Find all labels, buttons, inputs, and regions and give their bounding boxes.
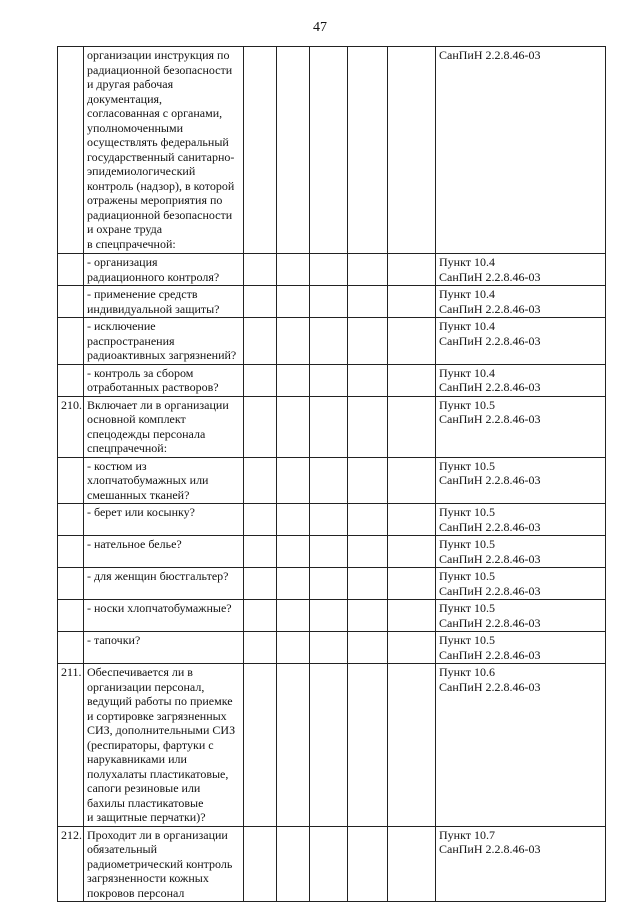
answer-cell <box>244 364 277 396</box>
answer-cell <box>388 568 436 600</box>
item-number <box>58 632 84 664</box>
answer-cell <box>348 664 388 827</box>
answer-cell <box>310 504 348 536</box>
item-number <box>58 47 84 254</box>
answer-cell <box>277 664 310 827</box>
answer-cell <box>388 364 436 396</box>
question-text: - контроль за сбором отработанных растворов? <box>84 364 244 396</box>
answer-cell <box>348 568 388 600</box>
question-text: - берет или косынку? <box>84 504 244 536</box>
answer-cell <box>310 254 348 286</box>
answer-cell <box>244 457 277 504</box>
item-number: 211. <box>58 664 84 827</box>
checklist-table <box>57 46 606 902</box>
table-row <box>58 664 606 827</box>
answer-cell <box>244 664 277 827</box>
answer-cell <box>348 254 388 286</box>
answer-cell <box>310 457 348 504</box>
answer-cell <box>310 364 348 396</box>
answer-cell <box>277 254 310 286</box>
answer-cell <box>348 632 388 664</box>
answer-cell <box>244 396 277 457</box>
regulation-reference: Пункт 10.5 СанПиН 2.2.8.46-03 <box>436 457 606 504</box>
answer-cell <box>348 600 388 632</box>
answer-cell <box>348 47 388 254</box>
table-row <box>58 632 606 664</box>
item-number <box>58 364 84 396</box>
regulation-reference: Пункт 10.5 СанПиН 2.2.8.46-03 <box>436 632 606 664</box>
answer-cell <box>310 47 348 254</box>
answer-cell <box>277 600 310 632</box>
answer-cell <box>277 568 310 600</box>
answer-cell <box>388 632 436 664</box>
question-text: - нательное белье? <box>84 536 244 568</box>
question-text: Обеспечивается ли в организации персонал, ведущий работы по приемке и сортировке загрязненных СИЗ, дополнительными СИЗ (респираторы, фартуки с нарукавниками или полухалаты пластикатовые, сапоги резиновые или бахилы пластикатовые и защитные перчатки)? <box>84 664 244 827</box>
answer-cell <box>310 568 348 600</box>
table-row <box>58 318 606 365</box>
answer-cell <box>277 826 310 902</box>
answer-cell <box>388 254 436 286</box>
regulation-reference: Пункт 10.4 СанПиН 2.2.8.46-03 <box>436 286 606 318</box>
answer-cell <box>348 457 388 504</box>
question-text: - исключение распространения радиоактивных загрязнений? <box>84 318 244 365</box>
table-row <box>58 568 606 600</box>
regulation-reference: Пункт 10.5 СанПиН 2.2.8.46-03 <box>436 504 606 536</box>
answer-cell <box>348 364 388 396</box>
answer-cell <box>388 318 436 365</box>
item-number <box>58 254 84 286</box>
question-text: - тапочки? <box>84 632 244 664</box>
answer-cell <box>277 396 310 457</box>
answer-cell <box>310 826 348 902</box>
answer-cell <box>348 504 388 536</box>
question-text: организации инструкция по радиационной безопасности и другая рабочая документация, согласованная с органами, уполномоченными осуществлять федеральный государственный санитарно- эпидемиологический контроль (надзор), в которой отражены мероприятия по радиационной безопасности и охране труда в спецпрачечной: <box>84 47 244 254</box>
table-row <box>58 600 606 632</box>
regulation-reference: СанПиН 2.2.8.46-03 <box>436 47 606 254</box>
question-text: - костюм из хлопчатобумажных или смешанных тканей? <box>84 457 244 504</box>
item-number <box>58 536 84 568</box>
answer-cell <box>388 536 436 568</box>
answer-cell <box>388 664 436 827</box>
item-number <box>58 568 84 600</box>
answer-cell <box>244 504 277 536</box>
table-row <box>58 254 606 286</box>
answer-cell <box>277 318 310 365</box>
answer-cell <box>244 47 277 254</box>
question-text: - носки хлопчатобумажные? <box>84 600 244 632</box>
item-number: 210. <box>58 396 84 457</box>
regulation-reference: Пункт 10.5 СанПиН 2.2.8.46-03 <box>436 536 606 568</box>
answer-cell <box>244 318 277 365</box>
answer-cell <box>310 600 348 632</box>
answer-cell <box>310 632 348 664</box>
table-row <box>58 396 606 457</box>
table-row <box>58 47 606 254</box>
item-number <box>58 504 84 536</box>
page-number: 47 <box>313 20 327 35</box>
answer-cell <box>348 536 388 568</box>
answer-cell <box>244 536 277 568</box>
answer-cell <box>244 568 277 600</box>
question-text: - применение средств индивидуальной защиты? <box>84 286 244 318</box>
item-number <box>58 457 84 504</box>
item-number <box>58 286 84 318</box>
item-number <box>58 318 84 365</box>
question-text: - для женщин бюстгальтер? <box>84 568 244 600</box>
answer-cell <box>388 396 436 457</box>
answer-cell <box>348 396 388 457</box>
regulation-reference: Пункт 10.5 СанПиН 2.2.8.46-03 <box>436 396 606 457</box>
regulation-reference: Пункт 10.7 СанПиН 2.2.8.46-03 <box>436 826 606 902</box>
regulation-reference: Пункт 10.5 СанПиН 2.2.8.46-03 <box>436 568 606 600</box>
regulation-reference: Пункт 10.4 СанПиН 2.2.8.46-03 <box>436 364 606 396</box>
answer-cell <box>348 826 388 902</box>
answer-cell <box>388 504 436 536</box>
answer-cell <box>277 364 310 396</box>
answer-cell <box>388 600 436 632</box>
question-text: Проходит ли в организации обязательный радиометрический контроль загрязненности кожных покровов персонал <box>84 826 244 902</box>
answer-cell <box>277 504 310 536</box>
regulation-reference: Пункт 10.6 СанПиН 2.2.8.46-03 <box>436 664 606 827</box>
answer-cell <box>310 318 348 365</box>
question-text: Включает ли в организации основной комплект спецодежды персонала спецпрачечной: <box>84 396 244 457</box>
answer-cell <box>348 286 388 318</box>
answer-cell <box>277 632 310 664</box>
regulation-reference: Пункт 10.4 СанПиН 2.2.8.46-03 <box>436 254 606 286</box>
table-row <box>58 536 606 568</box>
answer-cell <box>388 826 436 902</box>
answer-cell <box>277 536 310 568</box>
answer-cell <box>244 254 277 286</box>
answer-cell <box>244 632 277 664</box>
item-number <box>58 600 84 632</box>
regulation-reference: Пункт 10.4 СанПиН 2.2.8.46-03 <box>436 318 606 365</box>
answer-cell <box>277 47 310 254</box>
answer-cell <box>244 600 277 632</box>
answer-cell <box>310 286 348 318</box>
answer-cell <box>310 396 348 457</box>
table-row <box>58 457 606 504</box>
regulation-reference: Пункт 10.5 СанПиН 2.2.8.46-03 <box>436 600 606 632</box>
answer-cell <box>388 457 436 504</box>
answer-cell <box>310 536 348 568</box>
answer-cell <box>348 318 388 365</box>
table-row <box>58 364 606 396</box>
answer-cell <box>388 47 436 254</box>
answer-cell <box>277 286 310 318</box>
answer-cell <box>244 826 277 902</box>
answer-cell <box>310 664 348 827</box>
question-text: - организация радиационного контроля? <box>84 254 244 286</box>
item-number: 212. <box>58 826 84 902</box>
answer-cell <box>244 286 277 318</box>
answer-cell <box>388 286 436 318</box>
answer-cell <box>277 457 310 504</box>
table-row <box>58 826 606 902</box>
table-row <box>58 286 606 318</box>
table-row <box>58 504 606 536</box>
